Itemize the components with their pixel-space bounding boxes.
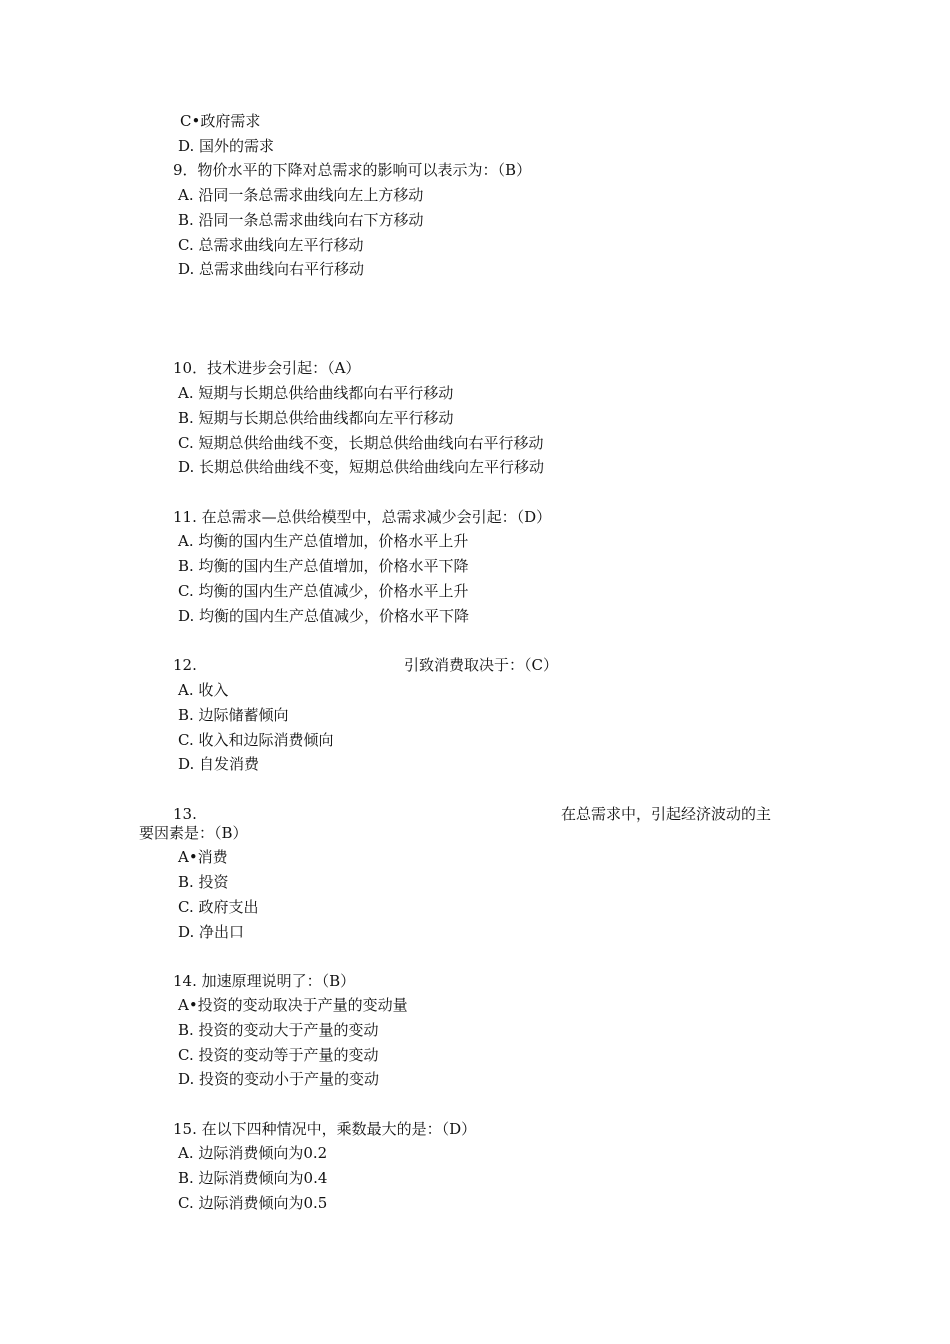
question-15-option-c: C. 边际消费倾向为0.5 <box>178 1194 328 1212</box>
question-11-option-c: C. 均衡的国内生产总值减少，价格水平上升 <box>178 582 469 600</box>
question-14-option-c: C. 投资的变动等于产量的变动 <box>178 1046 379 1064</box>
question-15-stem: 15. 在以下四种情况中，乘数最大的是：（D） <box>173 1120 477 1138</box>
question-13-option-c: C. 政府支出 <box>178 898 259 916</box>
question-14-option-a: A•投资的变动取决于产量的变动量 <box>178 996 408 1014</box>
question-13-option-a: A•消费 <box>178 848 228 866</box>
option-c: C•政府需求 <box>180 112 261 130</box>
question-11-option-d: D. 均衡的国内生产总值减少，价格水平下降 <box>178 607 470 625</box>
question-13-option-b: B. 投资 <box>178 873 229 891</box>
question-9-option-d: D. 总需求曲线向右平行移动 <box>178 260 365 278</box>
question-10-option-a: A. 短期与长期总供给曲线都向右平行移动 <box>178 384 454 402</box>
question-12-option-c: C. 收入和边际消费倾向 <box>178 731 334 749</box>
question-10-option-c: C. 短期总供给曲线不变，长期总供给曲线向右平行移动 <box>178 434 544 452</box>
question-14-stem: 14. 加速原理说明了：（B） <box>173 972 356 990</box>
question-13-number: 13. <box>173 805 197 823</box>
question-10-option-b: B. 短期与长期总供给曲线都向左平行移动 <box>178 409 454 427</box>
option-d: D. 国外的需求 <box>178 137 275 155</box>
question-11-option-a: A. 均衡的国内生产总值增加，价格水平上升 <box>178 532 469 550</box>
question-13-stem-line1: 在总需求中，引起经济波动的主 <box>561 805 772 823</box>
question-12-option-a: A. 收入 <box>178 681 229 699</box>
question-14-option-d: D. 投资的变动小于产量的变动 <box>178 1070 380 1088</box>
question-11-stem: 11. 在总需求—总供给模型中，总需求减少会引起：（D） <box>173 508 552 526</box>
question-10-option-d: D. 长期总供给曲线不变，短期总供给曲线向左平行移动 <box>178 458 545 476</box>
question-12-option-b: B. 边际储蓄倾向 <box>178 706 289 724</box>
question-11-option-b: B. 均衡的国内生产总值增加，价格水平下降 <box>178 557 469 575</box>
question-15-option-b: B. 边际消费倾向为0.4 <box>178 1169 328 1187</box>
question-15-option-a: A. 边际消费倾向为0.2 <box>178 1144 328 1162</box>
question-13-option-d: D. 净出口 <box>178 923 245 941</box>
question-12-stem: 引致消费取决于：（C） <box>404 656 558 674</box>
question-9-option-a: A. 沿同一条总需求曲线向左上方移动 <box>178 186 424 204</box>
question-9-option-b: B. 沿同一条总需求曲线向右下方移动 <box>178 211 424 229</box>
question-10-stem: 10．技术进步会引起：（A） <box>173 359 361 377</box>
question-14-option-b: B. 投资的变动大于产量的变动 <box>178 1021 379 1039</box>
question-9-option-c: C. 总需求曲线向左平行移动 <box>178 236 364 254</box>
question-12-number: 12. <box>173 656 197 674</box>
question-13-stem-line2: 要因素是：（B） <box>139 824 248 842</box>
question-9-stem: 9．物价水平的下降对总需求的影响可以表示为：（B） <box>173 161 532 179</box>
question-12-option-d: D. 自发消费 <box>178 755 260 773</box>
